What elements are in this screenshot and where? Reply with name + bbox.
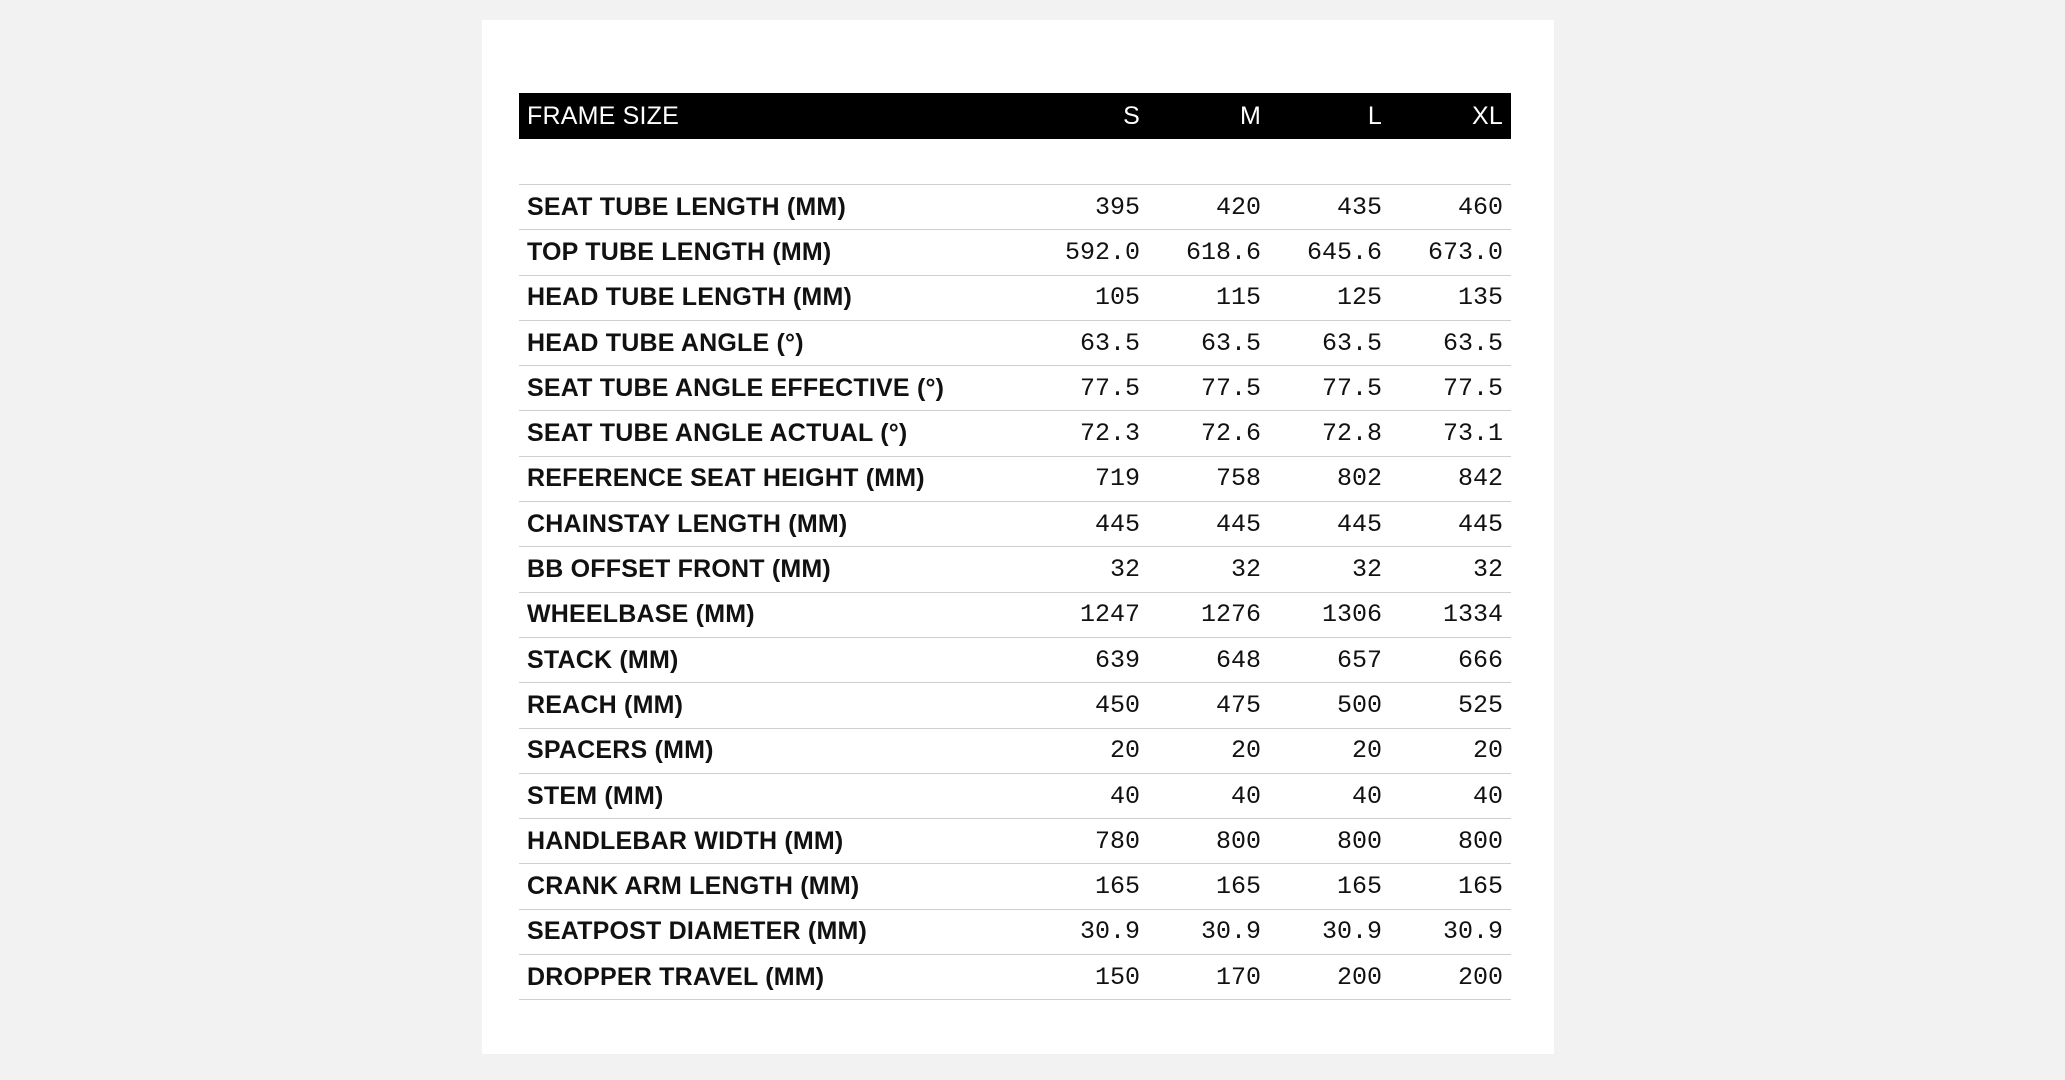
cell-value-xl: 20 bbox=[1390, 728, 1511, 773]
table-row bbox=[519, 230, 1511, 275]
table-row bbox=[519, 502, 1511, 547]
row-label: SEATPOST DIAMETER (MM) bbox=[519, 909, 1027, 954]
cell-value-m: 30.9 bbox=[1148, 909, 1269, 954]
cell-value-s: 639 bbox=[1027, 637, 1148, 682]
cell-value-m: 63.5 bbox=[1148, 320, 1269, 365]
cell-value-m: 115 bbox=[1148, 275, 1269, 320]
row-label: DROPPER TRAVEL (MM) bbox=[519, 955, 1027, 1000]
cell-value-s: 592.0 bbox=[1027, 230, 1148, 275]
table-header-row bbox=[519, 93, 1511, 139]
cell-value-l: 63.5 bbox=[1269, 320, 1390, 365]
cell-value-m: 40 bbox=[1148, 773, 1269, 818]
cell-value-s: 30.9 bbox=[1027, 909, 1148, 954]
header-spacer bbox=[519, 139, 1511, 185]
cell-value-l: 645.6 bbox=[1269, 230, 1390, 275]
cell-value-m: 758 bbox=[1148, 456, 1269, 501]
cell-value-s: 395 bbox=[1027, 185, 1148, 230]
geometry-card bbox=[482, 20, 1554, 1054]
cell-value-m: 20 bbox=[1148, 728, 1269, 773]
cell-value-m: 445 bbox=[1148, 502, 1269, 547]
cell-value-l: 500 bbox=[1269, 683, 1390, 728]
cell-value-l: 77.5 bbox=[1269, 366, 1390, 411]
cell-value-s: 40 bbox=[1027, 773, 1148, 818]
cell-value-l: 20 bbox=[1269, 728, 1390, 773]
table-row bbox=[519, 547, 1511, 592]
cell-value-s: 20 bbox=[1027, 728, 1148, 773]
cell-value-s: 450 bbox=[1027, 683, 1148, 728]
cell-value-xl: 73.1 bbox=[1390, 411, 1511, 456]
cell-value-l: 657 bbox=[1269, 637, 1390, 682]
cell-value-s: 445 bbox=[1027, 502, 1148, 547]
table-row bbox=[519, 864, 1511, 909]
row-label: CHAINSTAY LENGTH (MM) bbox=[519, 502, 1027, 547]
size-header-l: L bbox=[1367, 101, 1382, 130]
cell-value-xl: 445 bbox=[1390, 502, 1511, 547]
cell-value-l: 200 bbox=[1269, 955, 1390, 1000]
table-row bbox=[519, 683, 1511, 728]
cell-value-l: 435 bbox=[1269, 185, 1390, 230]
cell-value-xl: 165 bbox=[1390, 864, 1511, 909]
cell-value-m: 648 bbox=[1148, 637, 1269, 682]
cell-value-m: 800 bbox=[1148, 819, 1269, 864]
cell-value-s: 150 bbox=[1027, 955, 1148, 1000]
cell-value-m: 165 bbox=[1148, 864, 1269, 909]
table-row bbox=[519, 592, 1511, 637]
table-row bbox=[519, 728, 1511, 773]
cell-value-l: 802 bbox=[1269, 456, 1390, 501]
size-header-m: M bbox=[1239, 101, 1261, 130]
cell-value-s: 32 bbox=[1027, 547, 1148, 592]
cell-value-xl: 525 bbox=[1390, 683, 1511, 728]
table-row bbox=[519, 637, 1511, 682]
size-header-xl: XL bbox=[1472, 101, 1503, 130]
cell-value-xl: 460 bbox=[1390, 185, 1511, 230]
row-label: REFERENCE SEAT HEIGHT (MM) bbox=[519, 456, 1027, 501]
geometry-table bbox=[519, 93, 1511, 1000]
row-label: STEM (MM) bbox=[519, 773, 1027, 818]
table-row bbox=[519, 819, 1511, 864]
cell-value-l: 40 bbox=[1269, 773, 1390, 818]
cell-value-s: 63.5 bbox=[1027, 320, 1148, 365]
cell-value-xl: 63.5 bbox=[1390, 320, 1511, 365]
cell-value-s: 165 bbox=[1027, 864, 1148, 909]
cell-value-s: 72.3 bbox=[1027, 411, 1148, 456]
table-row bbox=[519, 366, 1511, 411]
row-label: HANDLEBAR WIDTH (MM) bbox=[519, 819, 1027, 864]
row-label: TOP TUBE LENGTH (MM) bbox=[519, 230, 1027, 275]
row-label: BB OFFSET FRONT (MM) bbox=[519, 547, 1027, 592]
cell-value-m: 618.6 bbox=[1148, 230, 1269, 275]
cell-value-xl: 32 bbox=[1390, 547, 1511, 592]
cell-value-m: 475 bbox=[1148, 683, 1269, 728]
cell-value-s: 780 bbox=[1027, 819, 1148, 864]
cell-value-xl: 135 bbox=[1390, 275, 1511, 320]
row-label: REACH (MM) bbox=[519, 683, 1027, 728]
cell-value-l: 165 bbox=[1269, 864, 1390, 909]
row-label: HEAD TUBE LENGTH (MM) bbox=[519, 275, 1027, 320]
table-row bbox=[519, 456, 1511, 501]
table-row bbox=[519, 955, 1511, 1000]
cell-value-xl: 666 bbox=[1390, 637, 1511, 682]
row-label: CRANK ARM LENGTH (MM) bbox=[519, 864, 1027, 909]
cell-value-m: 420 bbox=[1148, 185, 1269, 230]
row-label: SEAT TUBE LENGTH (MM) bbox=[519, 185, 1027, 230]
cell-value-m: 77.5 bbox=[1148, 366, 1269, 411]
cell-value-l: 125 bbox=[1269, 275, 1390, 320]
cell-value-l: 800 bbox=[1269, 819, 1390, 864]
cell-value-s: 1247 bbox=[1027, 592, 1148, 637]
table-row bbox=[519, 320, 1511, 365]
cell-value-xl: 40 bbox=[1390, 773, 1511, 818]
cell-value-xl: 200 bbox=[1390, 955, 1511, 1000]
row-label: HEAD TUBE ANGLE (°) bbox=[519, 320, 1027, 365]
row-label: STACK (MM) bbox=[519, 637, 1027, 682]
cell-value-xl: 800 bbox=[1390, 819, 1511, 864]
frame-size-header: FRAME SIZE bbox=[527, 101, 680, 130]
cell-value-s: 105 bbox=[1027, 275, 1148, 320]
cell-value-xl: 1334 bbox=[1390, 592, 1511, 637]
cell-value-m: 32 bbox=[1148, 547, 1269, 592]
cell-value-l: 72.8 bbox=[1269, 411, 1390, 456]
cell-value-xl: 842 bbox=[1390, 456, 1511, 501]
table-row bbox=[519, 411, 1511, 456]
row-label: SEAT TUBE ANGLE EFFECTIVE (°) bbox=[519, 366, 1027, 411]
row-label: WHEELBASE (MM) bbox=[519, 592, 1027, 637]
cell-value-l: 445 bbox=[1269, 502, 1390, 547]
table-row bbox=[519, 275, 1511, 320]
cell-value-m: 1276 bbox=[1148, 592, 1269, 637]
row-label: SPACERS (MM) bbox=[519, 728, 1027, 773]
cell-value-l: 1306 bbox=[1269, 592, 1390, 637]
cell-value-m: 170 bbox=[1148, 955, 1269, 1000]
cell-value-l: 32 bbox=[1269, 547, 1390, 592]
table-row bbox=[519, 909, 1511, 954]
cell-value-xl: 30.9 bbox=[1390, 909, 1511, 954]
cell-value-l: 30.9 bbox=[1269, 909, 1390, 954]
table-row bbox=[519, 185, 1511, 230]
cell-value-s: 77.5 bbox=[1027, 366, 1148, 411]
cell-value-xl: 77.5 bbox=[1390, 366, 1511, 411]
table-row bbox=[519, 773, 1511, 818]
row-label: SEAT TUBE ANGLE ACTUAL (°) bbox=[519, 411, 1027, 456]
cell-value-s: 719 bbox=[1027, 456, 1148, 501]
cell-value-xl: 673.0 bbox=[1390, 230, 1511, 275]
cell-value-m: 72.6 bbox=[1148, 411, 1269, 456]
size-header-s: S bbox=[1123, 101, 1140, 130]
